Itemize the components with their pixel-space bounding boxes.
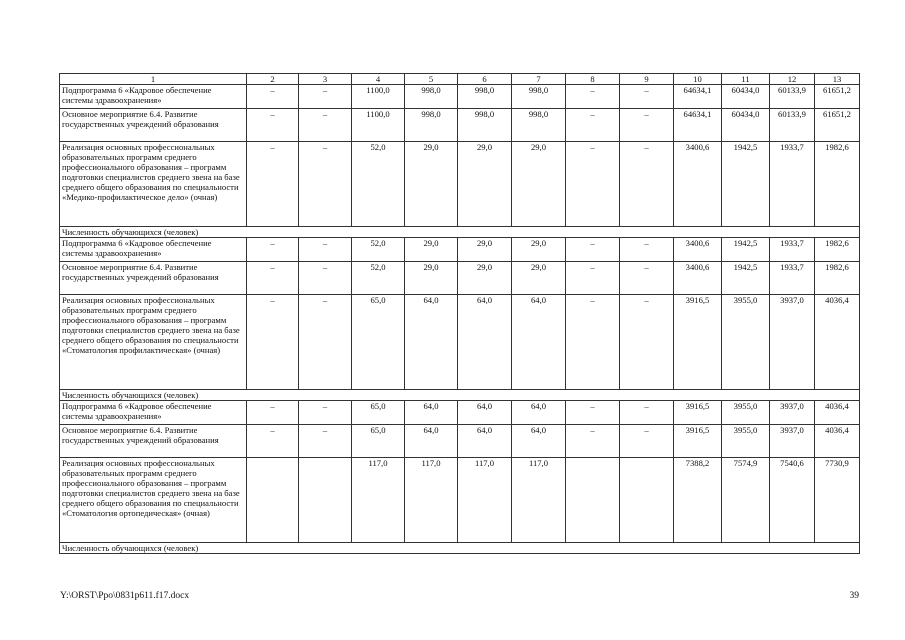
table-row (60, 85, 860, 109)
table-cell: – (620, 238, 674, 262)
table-cell: 3916,5 (674, 401, 722, 425)
column-header: 7 (512, 74, 566, 85)
table-cell: 29,0 (458, 238, 512, 262)
table-row (60, 401, 860, 425)
table-cell: 998,0 (458, 109, 512, 142)
table-cell: – (299, 238, 352, 262)
table-cell: 64,0 (458, 425, 512, 458)
table-row (60, 262, 860, 295)
row-description: Подпрограмма 6 «Кадровое обеспечение системы здравоохранения» (60, 401, 247, 425)
table-cell: 1933,7 (770, 142, 815, 227)
table-cell: 1942,5 (722, 238, 770, 262)
table-cell: 29,0 (512, 142, 566, 227)
table-cell: 60434,0 (722, 85, 770, 109)
table-cell: – (247, 238, 299, 262)
header-row (60, 74, 860, 85)
table-cell: 117,0 (352, 458, 405, 543)
table-cell (299, 458, 352, 543)
table-cell: – (566, 109, 620, 142)
table-cell: 29,0 (458, 142, 512, 227)
table-cell: – (566, 295, 620, 390)
table-cell: 52,0 (352, 238, 405, 262)
table-cell: 29,0 (405, 262, 458, 295)
row-description: Основное мероприятие 6.4. Развитие государственных учреждений образования (60, 425, 247, 458)
column-header: 4 (352, 74, 405, 85)
table-row (60, 295, 860, 390)
table-cell: 64,0 (512, 425, 566, 458)
table-cell: – (299, 425, 352, 458)
row-description: Основное мероприятие 6.4. Развитие государственных учреждений образования (60, 262, 247, 295)
table-cell: 7388,2 (674, 458, 722, 543)
table-row (60, 109, 860, 142)
table-cell: 1982,6 (815, 238, 860, 262)
column-header: 6 (458, 74, 512, 85)
table-cell: 1933,7 (770, 238, 815, 262)
table-cell: 1100,0 (352, 109, 405, 142)
table-cell: 4036,4 (815, 401, 860, 425)
table-cell: 3955,0 (722, 425, 770, 458)
table-cell (566, 458, 620, 543)
table-row (60, 425, 860, 458)
table-cell: 7574,9 (722, 458, 770, 543)
table-cell: – (299, 295, 352, 390)
table-cell: – (299, 262, 352, 295)
table-cell: 117,0 (458, 458, 512, 543)
table-cell: – (566, 85, 620, 109)
table-cell: – (299, 109, 352, 142)
table-cell: 64634,1 (674, 109, 722, 142)
table-cell (247, 458, 299, 543)
table-cell: 61651,2 (815, 109, 860, 142)
table-cell: 117,0 (405, 458, 458, 543)
table-cell: 3937,0 (770, 295, 815, 390)
column-header: 9 (620, 74, 674, 85)
file-path: Y:\ORST\Ppo\0831p611.f17.docx (60, 591, 190, 601)
row-description: Подпрограмма 6 «Кадровое обеспечение системы здравоохранения» (60, 238, 247, 262)
table-cell: 3955,0 (722, 401, 770, 425)
table-cell: 998,0 (512, 85, 566, 109)
table-cell: – (247, 142, 299, 227)
table-cell: 60133,9 (770, 109, 815, 142)
column-header: 10 (674, 74, 722, 85)
column-header: 5 (405, 74, 458, 85)
table-cell: – (620, 295, 674, 390)
section-label-row (60, 227, 860, 238)
table-cell: – (566, 262, 620, 295)
table-cell: 60434,0 (722, 109, 770, 142)
table-cell: 3937,0 (770, 425, 815, 458)
table-cell: 3916,5 (674, 425, 722, 458)
row-description: Подпрограмма 6 «Кадровое обеспечение системы здравоохранения» (60, 85, 247, 109)
table-cell: 3937,0 (770, 401, 815, 425)
column-header: 1 (60, 74, 247, 85)
column-header: 12 (770, 74, 815, 85)
table-cell: – (566, 238, 620, 262)
table-cell: 7540,6 (770, 458, 815, 543)
table-cell: 65,0 (352, 295, 405, 390)
table-cell: 998,0 (405, 109, 458, 142)
table-row (60, 238, 860, 262)
students-count-label: Численность обучающихся (человек) (60, 543, 860, 554)
table-cell: 998,0 (405, 85, 458, 109)
table-cell: – (620, 425, 674, 458)
table-cell: 1942,5 (722, 142, 770, 227)
table-cell: 29,0 (405, 142, 458, 227)
table-cell: 3400,6 (674, 142, 722, 227)
table-cell: 29,0 (512, 262, 566, 295)
students-count-label: Численность обучающихся (человек) (60, 227, 860, 238)
section-label-row (60, 390, 860, 401)
table-cell: – (566, 142, 620, 227)
table-cell: 1933,7 (770, 262, 815, 295)
table-cell: 998,0 (512, 109, 566, 142)
column-header: 8 (566, 74, 620, 85)
table-cell: 65,0 (352, 425, 405, 458)
table-cell: 7730,9 (815, 458, 860, 543)
row-description: Реализация основных профессиональных образовательных программ среднего профессионального образования – программ подготовки специалистов среднего звена на базе среднего общего образования по специальности «Стоматология профилактическая» (очная) (60, 295, 247, 390)
table-cell (620, 458, 674, 543)
table-cell: – (247, 401, 299, 425)
table-cell: 52,0 (352, 262, 405, 295)
table-cell: – (247, 425, 299, 458)
table-cell: 64,0 (512, 401, 566, 425)
table-cell: – (299, 142, 352, 227)
table-cell: – (620, 262, 674, 295)
table-cell: 1982,6 (815, 262, 860, 295)
table-cell: 60133,9 (770, 85, 815, 109)
table-cell: – (247, 295, 299, 390)
table-cell: 29,0 (512, 238, 566, 262)
table-cell: – (620, 142, 674, 227)
page-number: 39 (849, 591, 859, 601)
table-cell: 1982,6 (815, 142, 860, 227)
table-cell: 61651,2 (815, 85, 860, 109)
table-cell: – (566, 425, 620, 458)
table-cell: 998,0 (458, 85, 512, 109)
table-cell: 64,0 (405, 425, 458, 458)
table-cell: 1100,0 (352, 85, 405, 109)
row-description: Реализация основных профессиональных образовательных программ среднего профессионального образования – программ подготовки специалистов среднего звена на базе среднего общего образования по специальности «Медико-профилактическое дело» (очная) (60, 142, 247, 227)
data-table (59, 73, 860, 554)
table-cell: – (247, 262, 299, 295)
column-header: 11 (722, 74, 770, 85)
table-cell: 64,0 (458, 401, 512, 425)
table-cell: – (247, 85, 299, 109)
table-cell: – (299, 401, 352, 425)
table-cell: – (299, 85, 352, 109)
table-cell: 64,0 (458, 295, 512, 390)
table-cell: 4036,4 (815, 295, 860, 390)
table-cell: 52,0 (352, 142, 405, 227)
table-cell: – (247, 109, 299, 142)
table-cell: 3955,0 (722, 295, 770, 390)
table-cell: 1942,5 (722, 262, 770, 295)
table-cell: 3400,6 (674, 238, 722, 262)
row-description: Основное мероприятие 6.4. Развитие государственных учреждений образования (60, 109, 247, 142)
table-cell: 29,0 (405, 238, 458, 262)
table-row (60, 142, 860, 227)
table-row (60, 458, 860, 543)
column-header: 2 (247, 74, 299, 85)
row-description: Реализация основных профессиональных образовательных программ среднего профессионального образования – программ подготовки специалистов среднего звена на базе среднего общего образования по специальности «Стоматология ортопедическая» (очная) (60, 458, 247, 543)
students-count-label: Численность обучающихся (человек) (60, 390, 860, 401)
table-cell: 4036,4 (815, 425, 860, 458)
column-header: 13 (815, 74, 860, 85)
table-cell: 117,0 (512, 458, 566, 543)
table-cell: – (620, 109, 674, 142)
table-cell: 64,0 (512, 295, 566, 390)
table-cell: 64634,1 (674, 85, 722, 109)
table-cell: 65,0 (352, 401, 405, 425)
table-cell: – (566, 401, 620, 425)
table-cell: 3400,6 (674, 262, 722, 295)
column-header: 3 (299, 74, 352, 85)
table-cell: 64,0 (405, 295, 458, 390)
table-cell: 64,0 (405, 401, 458, 425)
table-cell: – (620, 85, 674, 109)
table-cell: – (620, 401, 674, 425)
section-label-row (60, 543, 860, 554)
table-cell: 29,0 (458, 262, 512, 295)
table-cell: 3916,5 (674, 295, 722, 390)
